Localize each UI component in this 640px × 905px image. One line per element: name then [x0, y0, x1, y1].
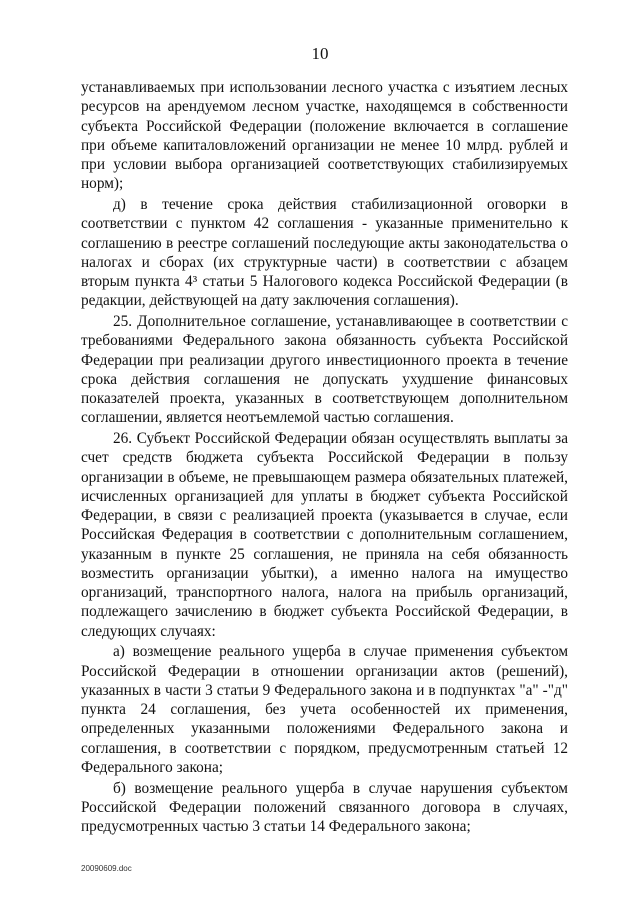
paragraph-clause-26: 26. Субъект Российской Федерации обязан осуществлять выплаты за счет средств бюджета субъекта Российской Федерации в пользу организации в объеме, не превышающем размера обязательных платежей, исчисленных организацией для уплаты в бюджет субъекта Российской Федерации, в связи с реализацией проекта (указывается в случае, если Российская Федерация в соответствии с дополнительным соглашением, указанным в пункте 25 соглашения, не приняла на себя обязанность возместить организации убытки), а именно налога на имущество организаций, транспортного налога, налога на прибыль организаций, подлежащего зачислению в бюджет субъекта Российской Федерации, в следующих случаях:	[81, 430, 568, 640]
page-number: 10	[311, 44, 329, 63]
paragraph-clause-25: 25. Дополнительное соглашение, устанавливающее в соответствии с требованиями Федерального закона обязанность субъекта Российской Федерации при реализации другого инвестиционного проекта в течение срока действия соглашения не допускать ухудшение финансовых показателей проекта, указанных в соответствующем дополнительном соглашении, является неотъемлемой частью соглашения.	[81, 313, 568, 427]
footer-file-code: 20090609.doc	[81, 864, 132, 873]
document-body	[81, 78, 568, 838]
paragraph-continuation: устанавливаемых при использовании лесного участка с изъятием лесных ресурсов на арендуемом лесном участке, находящемся в собственности субъекта Российской Федерации (положение включается в соглашение при объеме капиталовложений организации не менее 10 млрд. рублей и при условии выбора организацией соответствующих стабилизируемых норм);	[81, 79, 568, 193]
paragraph-subitem-d: д) в течение срока действия стабилизационной оговорки в соответствии с пунктом 42 соглашения - указанные применительно к соглашению в реестре соглашений последующие акты законодательства о налогах и сборах (их структурные части) в соответствии с абзацем вторым пункта 4³ статьи 5 Налогового кодекса Российской Федерации (в редакции, действующей на дату заключения соглашения).	[81, 196, 568, 310]
paragraph-subitem-a: а) возмещение реального ущерба в случае применения субъектом Российской Федерации в отношении организации актов (решений), указанных в части 3 статьи 9 Федерального закона и в подпунктах "а" -"д" пункта 24 соглашения, без учета особенностей их применения, определенных указанными положениями Федерального закона и соглашения, в соответствии с порядком, предусмотренным статьей 12 Федерального закона;	[81, 643, 568, 776]
paragraph-subitem-b: б) возмещение реального ущерба в случае нарушения субъектом Российской Федерации положений связанного договора в случаях, предусмотренных частью 3 статьи 14 Федерального закона;	[81, 779, 568, 835]
